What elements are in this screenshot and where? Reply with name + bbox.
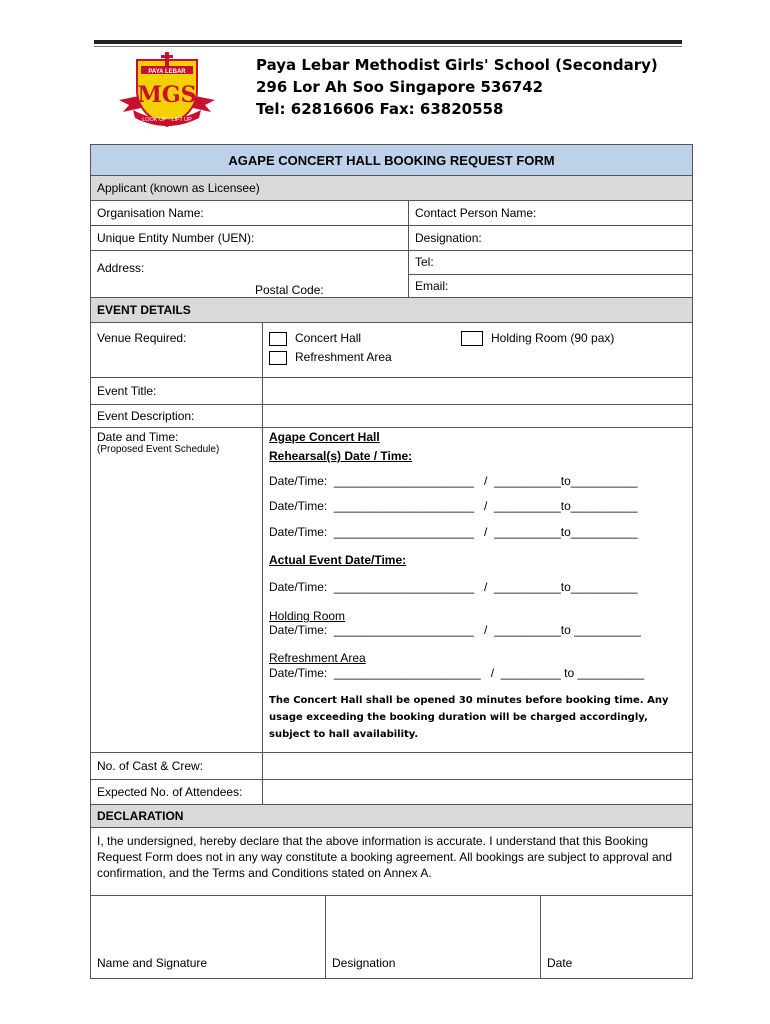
applicant-section: Applicant (known as Licensee)	[91, 176, 693, 201]
venue-options	[263, 323, 693, 378]
event-description-label: Event Description:	[91, 405, 263, 428]
venue-option-refreshment-area[interactable]: Refreshment Area	[269, 350, 392, 365]
attendees-label: Expected No. of Attendees:	[91, 780, 263, 805]
address-label: Address:	[97, 261, 145, 275]
designation-field[interactable]: Designation:	[409, 226, 693, 251]
venue-label: Venue Required:	[91, 323, 263, 378]
logo-top-text: PAYA LEBAR	[148, 69, 186, 75]
school-name: Paya Lebar Methodist Girls' School (Secondary)	[256, 56, 658, 74]
school-contact: Tel: 62816606 Fax: 63820558	[256, 100, 504, 118]
signature-row	[91, 896, 693, 979]
organisation-name-field[interactable]: Organisation Name:	[91, 201, 409, 226]
logo-motto: LOOK UP · LIFT UP	[142, 117, 192, 123]
hall-heading: Agape Concert Hall	[269, 430, 380, 444]
declaration-section: DECLARATION	[91, 805, 693, 828]
cast-crew-input[interactable]	[263, 753, 693, 780]
form-title: AGAPE CONCERT HALL BOOKING REQUEST FORM	[91, 145, 693, 176]
postal-code-label: Postal Code:	[255, 283, 324, 297]
attendees-input[interactable]	[263, 780, 693, 805]
event-title-input[interactable]	[263, 378, 693, 405]
booking-form	[90, 144, 693, 979]
venue-option-concert-hall[interactable]: Concert Hall	[269, 331, 361, 346]
school-crest-logo	[117, 52, 217, 130]
checkbox[interactable]	[269, 351, 287, 365]
checkbox[interactable]	[269, 332, 287, 346]
actual-event-line[interactable]: Date/Time: _____________________ / __________to__________	[269, 580, 638, 594]
rehearsal-line-3[interactable]: Date/Time: _____________________ / __________to__________	[269, 525, 638, 539]
name-signature-label: Name and Signature	[97, 956, 208, 970]
school-header	[256, 54, 658, 120]
school-address: 296 Lor Ah Soo Singapore 536742	[256, 78, 544, 96]
designation-cell[interactable]	[326, 896, 541, 978]
rehearsal-line-2[interactable]: Date/Time: _____________________ / __________to__________	[269, 499, 638, 513]
date-cell[interactable]	[541, 896, 693, 978]
uen-field[interactable]: Unique Entity Number (UEN):	[91, 226, 409, 251]
refreshment-area-line[interactable]: Date/Time: ______________________ / _________ to __________	[269, 666, 645, 680]
name-signature-cell[interactable]	[91, 896, 326, 978]
event-description-input[interactable]	[263, 405, 693, 428]
holding-room-line[interactable]: Date/Time: _____________________ / __________to __________	[269, 623, 641, 637]
header-rule-thin	[94, 46, 682, 47]
schedule-cell	[263, 428, 693, 753]
holding-room-heading: Holding Room	[269, 609, 346, 623]
event-title-label: Event Title:	[91, 378, 263, 405]
header-rule	[94, 40, 682, 44]
checkbox[interactable]	[461, 331, 483, 346]
address-field[interactable]	[91, 251, 409, 298]
refreshment-area-heading: Refreshment Area	[269, 651, 366, 665]
email-field[interactable]: Email:	[409, 274, 693, 298]
venue-option-holding-room[interactable]: Holding Room (90 pax)	[461, 331, 614, 346]
event-details-section: EVENT DETAILS	[91, 298, 693, 323]
rehearsal-line-1[interactable]: Date/Time: _____________________ / __________to__________	[269, 474, 638, 488]
logo-initials: MGS	[137, 82, 197, 108]
actual-event-heading: Actual Event Date/Time:	[269, 553, 407, 567]
declaration-text: I, the undersigned, hereby declare that the above information is accurate. I understand that this Booking Request Form does not in any way constitute a booking agreement. All bookings are subject to approval and confirmation, and the Terms and Conditions stated on Annex A.	[91, 828, 693, 896]
date-time-sublabel: (Proposed Event Schedule)	[97, 444, 220, 455]
contact-person-field[interactable]: Contact Person Name:	[409, 201, 693, 226]
date-time-label: Date and Time:	[97, 430, 179, 444]
tel-field[interactable]: Tel:	[409, 251, 693, 275]
rehearsal-heading: Rehearsal(s) Date / Time:	[269, 449, 413, 463]
designation-label: Designation	[332, 956, 396, 970]
cast-crew-label: No. of Cast & Crew:	[91, 753, 263, 780]
concert-hall-note: The Concert Hall shall be opened 30 minutes before booking time. Any usage exceeding the booking duration will be charged accordingly, subject to hall availability.	[269, 695, 669, 740]
date-time-label-cell	[91, 428, 263, 753]
date-label: Date	[547, 956, 573, 970]
